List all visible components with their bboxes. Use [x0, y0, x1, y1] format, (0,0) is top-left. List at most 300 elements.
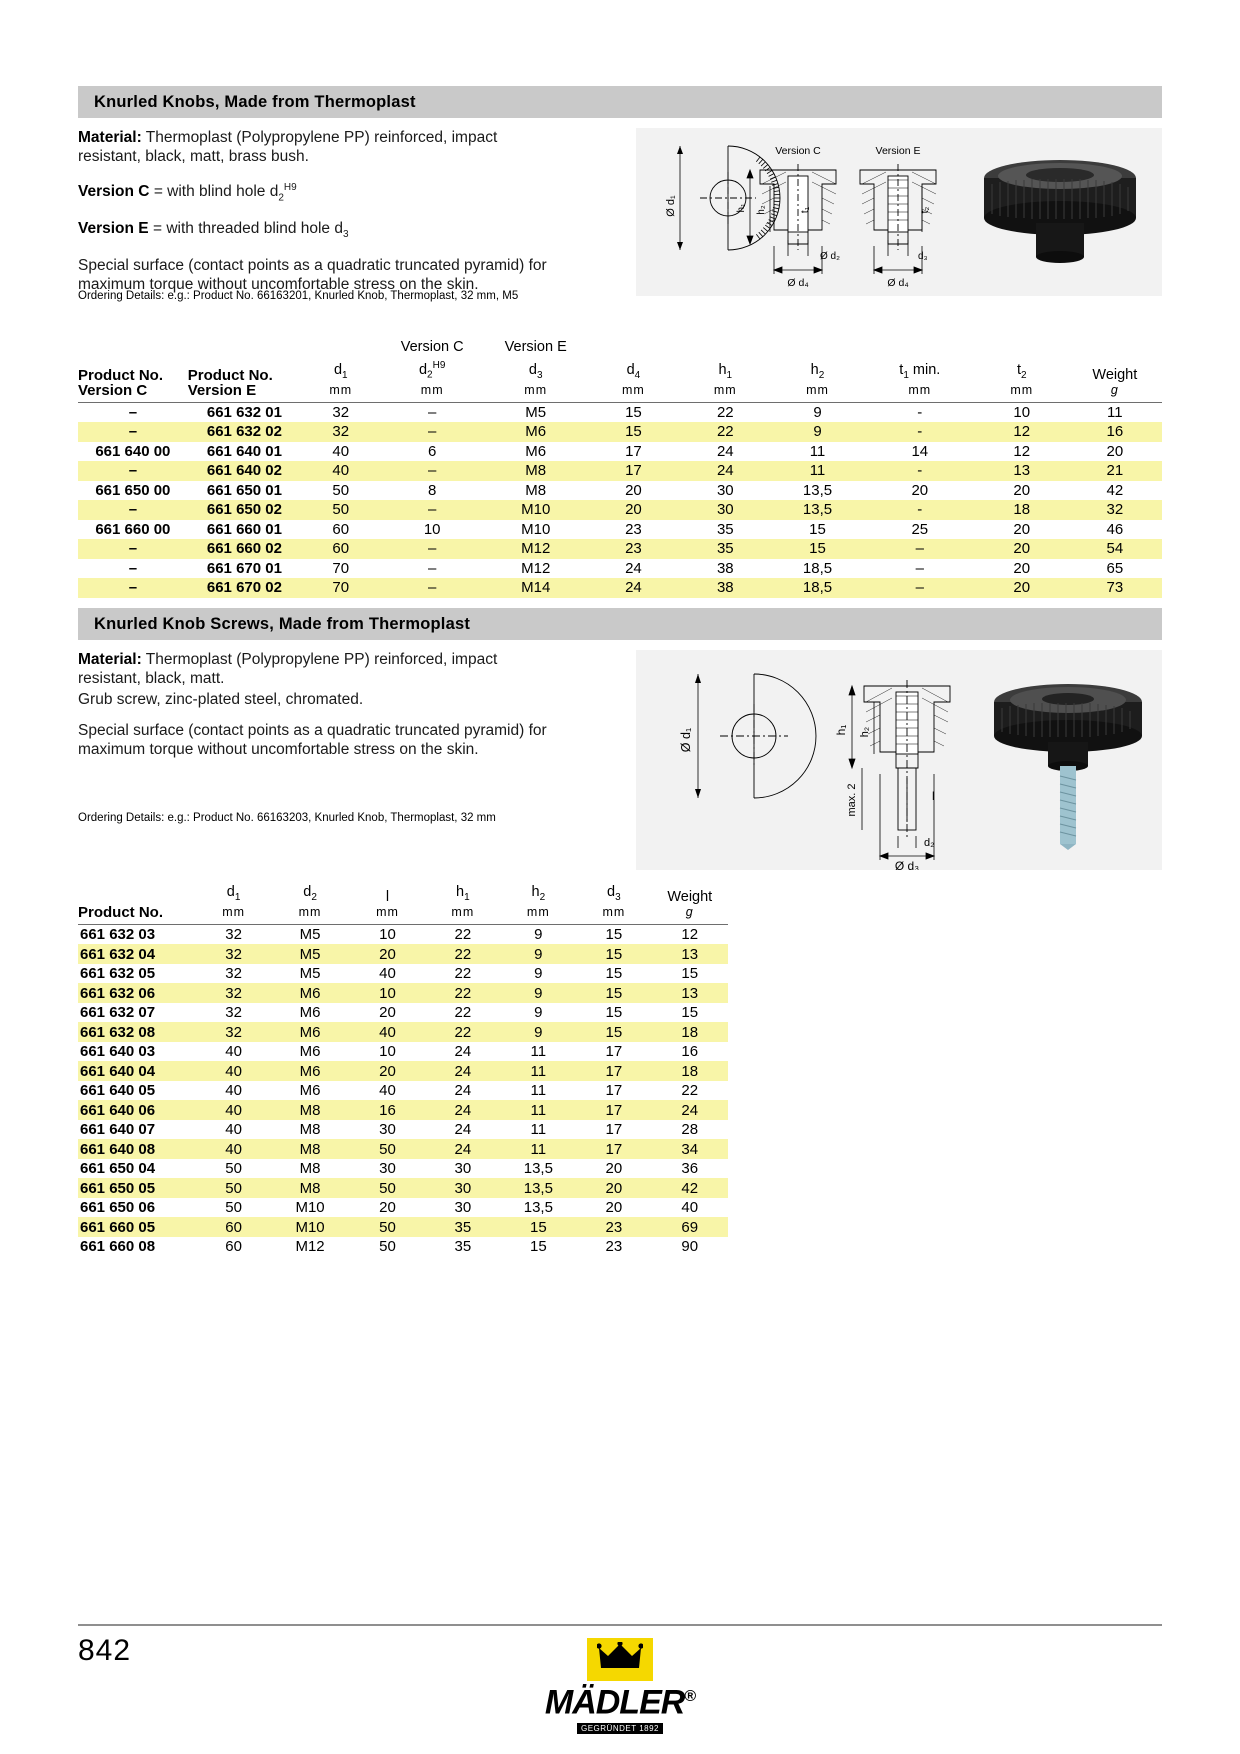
cell-value: 50	[379, 1238, 396, 1256]
table-row	[78, 1159, 728, 1179]
cell-value: 40	[379, 1082, 396, 1100]
cell-value: 15	[576, 944, 651, 964]
col-d3: $d_3$ mm	[524, 361, 548, 397]
cell-value: 35	[679, 539, 771, 559]
figure-knurled-knobs-svg	[636, 128, 1162, 296]
cell-product-no: –	[128, 559, 138, 577]
cell-value: 50	[350, 1139, 425, 1159]
cell-value: –	[915, 559, 924, 577]
crown-icon	[597, 1642, 643, 1672]
table-row	[78, 944, 728, 964]
cell-product-no: 661 632 03	[80, 926, 156, 944]
version-e-text: = with threaded blind hole d	[152, 220, 343, 238]
table-row	[78, 500, 1162, 520]
cell-value: 10	[379, 926, 396, 944]
cell-value: 30	[454, 1160, 472, 1178]
cell-value: M5	[299, 926, 321, 944]
version-c-sup: H9	[283, 182, 297, 193]
cell-value: 15	[587, 422, 679, 442]
group-version-e: Version E	[504, 339, 567, 355]
svg-text:Ø d₂: Ø d₂	[820, 251, 840, 262]
cell-value: 30	[425, 1178, 500, 1198]
surface-text-2: Special surface (contact points as a quadratic truncated pyramid) for maximum torque without uncomfortable stress on the skin.	[78, 722, 547, 758]
cell-value: M6	[299, 1043, 321, 1061]
cell-value: –	[380, 539, 484, 559]
col2-d3: $d_3$ mm	[602, 884, 626, 919]
cell-value: 15	[501, 1217, 577, 1237]
cell-value: 24	[454, 1082, 472, 1100]
cell-value: 16	[1068, 422, 1162, 442]
cell-value: M12	[295, 1238, 325, 1256]
cell-value: 40	[681, 1199, 699, 1217]
table1-header-row	[78, 358, 1162, 401]
cell-value: 11	[530, 1082, 547, 1100]
cell-value: 50	[332, 481, 350, 499]
logo-plate	[587, 1638, 653, 1681]
cell-value: 20	[587, 500, 679, 520]
cell-value: 50	[350, 1217, 425, 1237]
cell-value: 13	[976, 461, 1068, 481]
cell-value: 9	[813, 404, 822, 422]
group-version-c: Version C	[400, 339, 464, 355]
cell-value: 20	[605, 1160, 623, 1178]
table1-body	[78, 403, 1162, 598]
svg-text:Ø d₄: Ø d₄	[787, 277, 809, 289]
cell-product-no: 661 640 08	[78, 1139, 197, 1159]
table-row	[78, 964, 728, 984]
page-number: 842	[78, 1634, 132, 1667]
cell-value: 18,5	[771, 578, 864, 598]
cell-value: 32	[197, 1022, 270, 1042]
version-c-paragraph	[78, 178, 548, 207]
table-row	[78, 1100, 728, 1120]
cell-value: 32	[332, 404, 350, 422]
cell-product-no: 661 660 08	[80, 1238, 156, 1256]
cell-value: 13,5	[523, 1199, 553, 1217]
cell-value: 17	[605, 1082, 623, 1100]
cell-value: 11	[501, 1061, 577, 1081]
cell-value: M10	[270, 1217, 349, 1237]
cell-product-no: 661 640 00	[95, 442, 171, 460]
table-row	[78, 403, 1162, 423]
cell-value: M5	[299, 965, 321, 983]
cell-value: 30	[379, 1160, 396, 1178]
cell-value: 20	[976, 539, 1068, 559]
cell-value: 16	[350, 1100, 425, 1120]
cell-value: 11	[501, 1139, 577, 1159]
table-row	[78, 925, 728, 945]
cell-value: 17	[576, 1100, 651, 1120]
section-header-knurled-knob-screws	[78, 608, 1162, 640]
cell-value: -	[864, 500, 976, 520]
cell-value: –	[380, 500, 484, 520]
cell-value: 40	[225, 1043, 242, 1061]
col2-d1: $d_1$ mm	[222, 884, 246, 919]
cell-value: 90	[681, 1238, 699, 1256]
cell-value: 22	[425, 1022, 500, 1042]
svg-text:Ø d₃: Ø d₃	[894, 859, 920, 870]
cell-product-no: 661 632 05	[80, 965, 156, 983]
version-e-paragraph	[78, 219, 548, 244]
cell-product-no: 661 640 07	[80, 1121, 156, 1139]
table-row	[78, 520, 1162, 540]
cell-product-no: 661 660 02	[188, 539, 301, 559]
ordering-details-2: Ordering Details: e.g.: Product No. 66163203, Knurled Knob, Thermoplast, 32 mm	[78, 812, 496, 824]
svg-text:l: l	[932, 789, 935, 803]
version-c-sub: 2	[278, 192, 284, 204]
cell-value: 30	[454, 1199, 472, 1217]
cell-value: 32	[225, 1004, 242, 1022]
table-row	[78, 1139, 728, 1159]
cell-value: 50	[225, 1199, 242, 1217]
cell-product-no: 661 650 04	[80, 1160, 156, 1178]
cell-value: M8	[299, 1121, 321, 1139]
cell-value: 15	[576, 983, 651, 1003]
cell-value: 20	[1106, 442, 1124, 460]
brand-wordmark: MÄDLER®	[544, 1683, 696, 1722]
cell-product-no: –	[128, 404, 138, 422]
cell-value: M5	[270, 944, 349, 964]
table-row	[78, 1003, 728, 1023]
cell-value: 24	[587, 578, 679, 598]
cell-value: 60	[332, 520, 350, 538]
svg-text:h₁: h₁	[736, 203, 747, 213]
cell-value: M6	[270, 1022, 349, 1042]
material-label-2: Material:	[78, 651, 142, 668]
cell-value: –	[380, 461, 484, 481]
table-row	[78, 1198, 728, 1218]
table-row	[78, 1178, 728, 1198]
cell-value: 22	[716, 404, 734, 422]
cell-value: M6	[270, 983, 349, 1003]
cell-value: 15	[605, 926, 623, 944]
cell-value: 11	[809, 442, 826, 460]
cell-product-no: 661 632 01	[206, 404, 282, 422]
cell-value: 9	[501, 944, 577, 964]
cell-value: 24	[625, 559, 642, 577]
cell-product-no: 661 640 02	[188, 461, 301, 481]
cell-value: 42	[652, 1178, 728, 1198]
cell-value: M8	[270, 1100, 349, 1120]
table-row	[78, 1217, 728, 1237]
cell-value: 40	[379, 965, 396, 983]
cell-product-no: 661 670 01	[206, 559, 282, 577]
grub-screw-text: Grub screw, zinc-plated steel, chromated.	[78, 691, 364, 708]
col2-h2: $h_2$ mm	[526, 884, 550, 919]
cell-value: 60	[301, 539, 380, 559]
cell-value: 40	[197, 1061, 270, 1081]
svg-text:d₃: d₃	[918, 251, 928, 262]
material-text: Thermoplast (Polypropylene PP) reinforced, impact resistant, black, matt, brass bush.	[78, 129, 498, 165]
table-row	[78, 559, 1162, 579]
col-t2: $t_2$ mm	[1010, 361, 1034, 397]
table-row	[78, 442, 1162, 462]
cell-value: 15	[605, 1004, 623, 1022]
table-row	[78, 1237, 728, 1257]
cell-value: 9	[501, 1022, 577, 1042]
cell-value: 20	[350, 1061, 425, 1081]
cell-value: 9	[534, 1004, 543, 1022]
cell-value: 15	[771, 539, 864, 559]
svg-text:h₂: h₂	[859, 726, 871, 738]
section-title-2: Knurled Knob Screws, Made from Thermoplast	[94, 614, 471, 633]
table2-head	[78, 885, 728, 925]
cell-value: M5	[525, 404, 547, 422]
cell-value: 38	[716, 559, 734, 577]
cell-value: 10	[423, 520, 441, 538]
cell-value: 23	[605, 1238, 623, 1256]
cell-value: 9	[534, 965, 543, 983]
table1-group-row	[78, 340, 1162, 358]
material-text-2: Thermoplast (Polypropylene PP) reinforced, impact resistant, black, matt.	[78, 651, 498, 687]
cell-value: 32	[301, 422, 380, 442]
cell-value: 20	[379, 1004, 396, 1022]
cell-value: 46	[1106, 520, 1124, 538]
cell-value: 20	[1013, 520, 1031, 538]
cell-value: 24	[679, 461, 771, 481]
cell-value: 22	[425, 983, 500, 1003]
cell-value: 9	[771, 422, 864, 442]
cell-value: 17	[625, 442, 642, 460]
brand-logo	[520, 1638, 720, 1736]
cell-product-no: –	[78, 461, 188, 481]
cell-value: 17	[605, 1043, 623, 1061]
cell-product-no: 661 650 01	[206, 481, 282, 499]
cell-value: -	[864, 461, 976, 481]
cell-value: 40	[197, 1100, 270, 1120]
cell-value: 60	[225, 1238, 242, 1256]
svg-text:Ø d₁: Ø d₁	[679, 727, 693, 753]
col-d1: $d_1$ mm	[329, 361, 353, 397]
cell-value: 50	[197, 1178, 270, 1198]
table-row	[78, 1081, 728, 1101]
cell-value: 15	[605, 965, 623, 983]
cell-product-no: 661 632 07	[80, 1004, 156, 1022]
surface-text: Special surface (contact points as a quadratic truncated pyramid) for maximum torque without uncomfortable stress on the skin.	[78, 257, 547, 294]
cell-value: 30	[379, 1121, 396, 1139]
cell-value: 13,5	[802, 481, 833, 499]
cell-value: M6	[299, 1004, 321, 1022]
cell-value: 40	[350, 1022, 425, 1042]
cell-value: 11	[530, 1121, 547, 1139]
cell-value: 15	[530, 1238, 547, 1256]
cell-value: 35	[425, 1217, 500, 1237]
cell-product-no: 661 632 04	[78, 944, 197, 964]
cell-value: –	[380, 422, 484, 442]
col-weight: Weight g	[1092, 366, 1138, 397]
cell-value: 38	[679, 578, 771, 598]
material-paragraph	[78, 128, 548, 166]
svg-text:max. 2: max. 2	[846, 783, 858, 817]
col-product-no-version-e: Product No. Version E	[187, 366, 273, 399]
col-t1-min: $t_1$ min. mm	[899, 361, 941, 397]
cell-product-no: –	[78, 539, 188, 559]
cell-value: M6	[484, 422, 588, 442]
cell-value: –	[428, 404, 437, 422]
version-e-label: Version E	[78, 220, 149, 238]
cell-value: 18	[652, 1061, 728, 1081]
cell-product-no: 661 650 05	[78, 1178, 197, 1198]
cell-value: 22	[425, 944, 500, 964]
cell-value: 15	[576, 1022, 651, 1042]
cell-value: 17	[587, 461, 679, 481]
table-knurled-knob-screws	[78, 885, 728, 1256]
cell-value: M14	[484, 578, 588, 598]
cell-value: 18	[652, 1022, 728, 1042]
cell-product-no: 661 660 00	[95, 520, 171, 538]
cell-product-no: 661 640 01	[206, 442, 282, 460]
cell-value: M6	[270, 1061, 349, 1081]
cell-value: M8	[299, 1160, 321, 1178]
cell-value: 11	[501, 1100, 577, 1120]
cell-product-no: 661 640 06	[78, 1100, 197, 1120]
cell-value: 18,5	[802, 559, 833, 577]
cell-value: 32	[1068, 500, 1162, 520]
cell-value: M8	[270, 1178, 349, 1198]
cell-value: 9	[501, 983, 577, 1003]
cell-value: 30	[716, 481, 734, 499]
cell-product-no: 661 632 06	[78, 983, 197, 1003]
cell-value: 20	[379, 1199, 396, 1217]
cell-product-no: 661 632 02	[188, 422, 301, 442]
cell-product-no: 661 640 03	[80, 1043, 156, 1061]
cell-value: 30	[679, 500, 771, 520]
cell-value: 23	[587, 539, 679, 559]
cell-value: M10	[295, 1199, 325, 1217]
cell-value: 50	[225, 1160, 242, 1178]
cell-product-no: 661 650 06	[80, 1199, 156, 1217]
cell-product-no: 661 660 01	[206, 520, 282, 538]
cell-value: 11	[530, 1043, 547, 1061]
cell-value: 70	[301, 578, 380, 598]
cell-value: 25	[911, 520, 929, 538]
section2-description	[78, 650, 548, 771]
cell-value: M12	[484, 539, 588, 559]
version-c-text: = with blind hole d	[153, 183, 279, 201]
table-row	[78, 1042, 728, 1062]
cell-value: 15	[809, 520, 826, 538]
table-row	[78, 422, 1162, 442]
cell-product-no: 661 640 05	[80, 1082, 156, 1100]
footer-divider	[78, 1624, 1162, 1626]
cell-value: 40	[197, 1139, 270, 1159]
cell-value: 22	[681, 1082, 699, 1100]
col2-h1: $h_1$ mm	[451, 884, 475, 919]
col2-product-no: Product No.	[78, 903, 163, 921]
col-d4: $d_4$ mm	[621, 361, 645, 397]
table-knurled-knobs	[78, 340, 1162, 598]
svg-text:h₂: h₂	[756, 205, 767, 215]
table-row	[78, 1022, 728, 1042]
cell-value: 22	[454, 926, 472, 944]
cell-value: 32	[197, 983, 270, 1003]
cell-value: 40	[332, 442, 350, 460]
cell-value: 24	[425, 1061, 500, 1081]
col2-d2: $d_2$ mm	[298, 884, 322, 919]
section1-description	[78, 128, 548, 306]
figure-knurled-knobs	[636, 128, 1162, 296]
cell-value: 50	[350, 1178, 425, 1198]
ordering-details-1: Ordering Details: e.g.: Product No. 66163201, Knurled Knob, Thermoplast, 32 mm, M5	[78, 290, 519, 302]
cell-value: 34	[652, 1139, 728, 1159]
cell-value: 40	[225, 1082, 242, 1100]
cell-value: 12	[1013, 442, 1031, 460]
cell-value: 17	[605, 1121, 623, 1139]
cell-value: 24	[454, 1121, 472, 1139]
registered-mark: ®	[684, 1688, 696, 1705]
cell-value: –	[864, 578, 976, 598]
cell-value: 15	[681, 965, 699, 983]
cell-product-no: –	[78, 422, 188, 442]
version-e-sub: 3	[342, 229, 349, 241]
cell-product-no: –	[78, 500, 188, 520]
cell-value: 40	[225, 1121, 242, 1139]
cell-product-no: 661 632 08	[78, 1022, 197, 1042]
cell-value: 54	[1068, 539, 1162, 559]
cell-product-no: 661 650 02	[188, 500, 301, 520]
cell-value: 20	[1013, 481, 1031, 499]
version-c-label: Version C	[78, 183, 150, 201]
cell-value: 20	[625, 481, 642, 499]
table-row	[78, 461, 1162, 481]
svg-text:Ø d₄: Ø d₄	[887, 277, 909, 289]
table2-body	[78, 925, 728, 1257]
figure-knurled-knob-screws	[636, 650, 1162, 870]
svg-text:t₁: t₁	[800, 206, 811, 214]
cell-value: 10	[379, 1043, 396, 1061]
cell-value: 18	[976, 500, 1068, 520]
cell-value: 10	[350, 983, 425, 1003]
cell-value: 9	[534, 926, 543, 944]
cell-value: 23	[576, 1217, 651, 1237]
cell-value: 6	[428, 442, 437, 460]
cell-value: 15	[681, 1004, 699, 1022]
table-row	[78, 1061, 728, 1081]
cell-value: M8	[270, 1139, 349, 1159]
cell-value: 20	[1013, 559, 1031, 577]
cell-product-no: 661 670 02	[188, 578, 301, 598]
cell-value: 32	[225, 965, 242, 983]
cell-value: –	[380, 578, 484, 598]
founded-badge: GEGRÜNDET 1892	[577, 1723, 663, 1734]
cell-value: –	[428, 559, 437, 577]
table-row	[78, 578, 1162, 598]
cell-value: 12	[681, 926, 699, 944]
table-row	[78, 481, 1162, 501]
cell-value: 28	[681, 1121, 699, 1139]
cell-value: M10	[484, 500, 588, 520]
svg-text:Version E: Version E	[875, 145, 921, 157]
col2-weight: Weight g	[667, 888, 713, 919]
cell-value: 22	[454, 1004, 472, 1022]
cell-value: M10	[521, 520, 551, 538]
cell-value: M8	[525, 481, 547, 499]
cell-value: 70	[332, 559, 350, 577]
cell-value: 24	[716, 442, 734, 460]
cell-value: M8	[484, 461, 588, 481]
cell-value: 20	[350, 944, 425, 964]
cell-value: 60	[197, 1217, 270, 1237]
table1-head	[78, 340, 1162, 403]
cell-value: M6	[525, 442, 547, 460]
cell-product-no: 661 640 04	[78, 1061, 197, 1081]
cell-value: 13,5	[501, 1178, 577, 1198]
cell-value: 20	[576, 1178, 651, 1198]
cell-value: M6	[299, 1082, 321, 1100]
table-row	[78, 1120, 728, 1140]
cell-value: 21	[1068, 461, 1162, 481]
cell-value: 11	[771, 461, 864, 481]
